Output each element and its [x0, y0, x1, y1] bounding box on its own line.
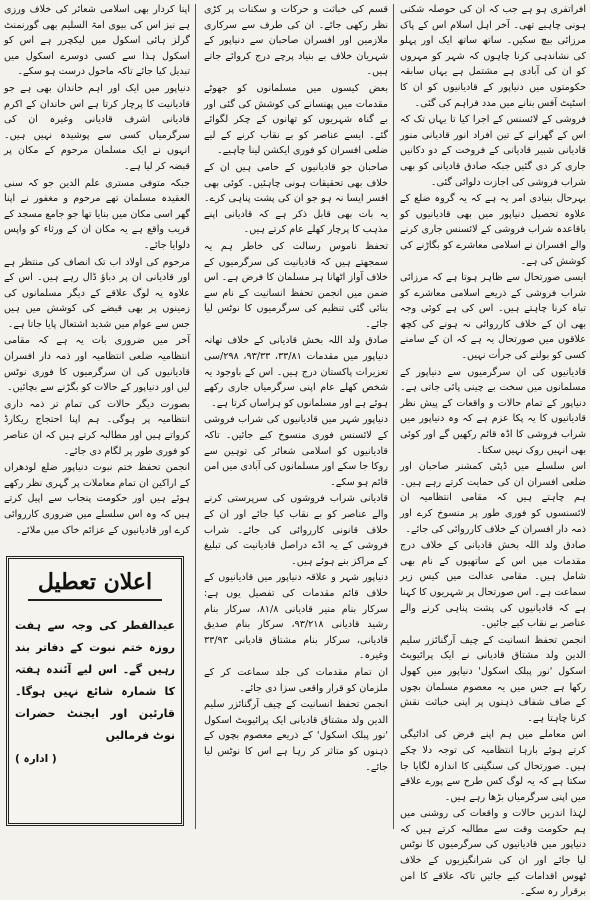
paragraph: انجمن تحفظ انسانیت کے چیف آرگنائزر سلیم الدین ولد مشتاق قادیانی نے ایک پرائیویٹ اسکول 'نور پبلک اسکول' دنیاپور میں کھول رکھا ہے جس میں یہ معصوم مسلمان بچوں کے صاف شفاف ذہنوں پر اپنی خباثت نقش کرنا چاہتا ہے۔: [400, 634, 586, 724]
paragraph: انجمن تحفظ ختم نبوت دنیاپور ضلع لودھراں کے اراکین ان تمام معاملات پر گہری نظر رکھے ہوئے ہیں اور حکومت پنجاب سے اپیل کرتے ہیں کہ وہ اس سلسلے میں ضروری کارروائی کرے اور قادیانیوں کے عزائم خاک میں ملائے۔: [4, 462, 190, 536]
paragraph: آخر میں ضروری بات یہ ہے کہ مقامی انتظامیہ ضلعی انتظامیہ اور ذمہ دار افسران قادیانیوں کی ان سرگرمیوں کا فوری نوٹس لیں اور دنیاپور کے حالات کو بگڑنے سے بچائیں۔: [4, 335, 190, 394]
notice-signature: ( ادارہ ): [15, 753, 57, 765]
notice-body: عیدالفطر کی وجہ سے ہفت روزہ ختم نبوت کے دفاتر بند رہیں گے۔ اس لیے آئندہ ہفتہ کا شمارہ شائع نہیں ہوگا۔ قارئین اور ایجنٹ حضرات نوٹ فرمالیں: [15, 619, 175, 742]
paragraph: تحفظ ناموس رسالت کی خاطر ہم یہ سمجھتے ہیں کہ قادیانیت کی سرگرمیوں کے خلاف آواز اٹھانا ہر مسلمان کا فرض ہے۔ اس ضمن میں انجمن تحفظ انسانیت کے نام سے بنائی گئی تنظیم کی سرگرمیوں کا نوٹس لیا جائے۔: [204, 240, 388, 330]
paragraph: لہٰذا اندریں حالات و واقعات کی روشنی میں ہم حکومت وقت سے مطالبہ کرتے ہیں کہ دنیاپور میں قادیانیوں کی سرگرمیوں کا نوٹس لیا جائے اور ان کی شرانگیزیوں کے خلاف ٹھوس اقدامات کیے جائیں تاکہ علاقے کا امن برقرار رہ سکے۔: [400, 808, 586, 898]
paragraph: اپنا کردار بھی اسلامی شعائر کی خلاف ورزی ہے نیز اس کی بیوی امۃ السلیم بھی گورنمنٹ گرلز ہائی اسکول میں لیکچرر ہے اس کو اسکول ہذا سے کسی دوسرے اسکول میں تبدیل کیا جائے تاکہ ماحول درست ہو سکے۔: [4, 4, 190, 78]
paragraph: قادیانیوں کی ان سرگرمیوں سے دنیاپور کے مسلمانوں میں سخت بے چینی پائی جاتی ہے۔ دنیاپور کے تمام حالات و واقعات کے پیش نظر قادیانیوں کا یہ پکا عزم ہے کہ وہ دنیاپور میں شراب فروشی کا اڈہ قائم رکھیں گے اور کوئی بھی انہیں روک نہیں سکتا۔: [400, 366, 586, 456]
paragraph: قادیانی شراب فروشوں کی سرپرستی کرنے والے عناصر کو بے نقاب کیا جائے اور ان کے خلاف قانونی کارروائی کی جائے۔ شراب فروشی کے یہ اڈے دراصل قادیانیت کی تبلیغ کے مراکز بنے ہوئے ہیں۔: [204, 493, 388, 567]
article-column-left: [4, 2, 190, 550]
paragraph: بعض کیسوں میں مسلمانوں کو جھوٹے مقدمات میں پھنسانے کی کوشش کی گئی اور بے گناہ شہریوں کو تھانوں کے چکر لگوائے گئے۔ ایسے عناصر کو بے نقاب کرنے کے لیے ضلعی افسران کو فوری ایکشن لینا چاہیے۔: [204, 82, 388, 157]
notice-title-wrap: [15, 569, 175, 601]
paragraph: اس سلسلے میں ڈپٹی کمشنر صاحبان اور ضلعی افسران ان کی حمایت کرتے رہے ہیں۔ ہم چاہتے ہیں کہ مقامی انتظامیہ ان لائسنسوں کو فوری طور پر منسوخ کرے اور ذمہ دار افسران کے خلاف کارروائی کی جائے۔: [400, 461, 586, 535]
paragraph: دنیاپور شہر و علاقہ دنیاپور میں قادیانیوں کے خلاف قائم مقدمات کی تفصیل یوں ہے: سرکار بنام منیر قادیانی ۸۱/۸، سرکار بنام رشید قادیانی ۹۳/۲۱۸، سرکار بنام صدیق قادیانی، سرکار بنام مشتاق قادیانی ۳۳/۹۳ وغیرہ۔: [204, 572, 388, 662]
paragraph: بہرحال بنیادی امر یہ ہے کہ یہ گروہ ضلع کے علاوہ تحصیل دنیاپور میں بھی قادیانیوں کو باقاعدہ شراب فروشی کے لائسنس جاری کرنے والے افسران نے اسلامی معاشرے کو بگاڑنے کی کوشش کی ہے۔: [400, 193, 586, 267]
paragraph: انجمن تحفظ انسانیت کے چیف آرگنائزر سلیم الدین ولد مشتاق قادیانی ایک پرائیویٹ اسکول 'نور پبلک اسکول' کے ذریعے معصوم بچوں کے ذہنوں کو متاثر کر رہا ہے اس کا نوٹس لیا جائے۔: [204, 699, 388, 773]
paragraph: ان تمام مقدمات کی جلد سماعت کر کے ملزمان کو قرار واقعی سزا دی جائے۔: [204, 666, 388, 694]
paragraph: فروشی کے لائسنس کے اجرا کیا تا یہاں تک کہ اس کے گھرانے کے تین افراد انور قادیانی منور قادیانی شبیر قادیانی کے فروخت کے دو دکانیں جاری کر دی گئیں جبکہ صادق قادیانی کو بھی شراب فروشی کی اجازت دلوائی گئی۔: [400, 114, 586, 188]
paragraph: اس معاملے میں ہم اپنے فرض کی ادائیگی کرتے ہوئے بارہا انتظامیہ کی توجہ دلا چکے ہیں۔ صورتحال کی سنگینی کا اندازہ لگایا جا سکتا ہے کہ یہ لوگ کس طرح سے پورے علاقے میں اپنی سرگرمیاں بڑھا رہے ہیں۔: [400, 729, 586, 803]
paragraph: قسم کی خباثت و حرکات و سکنات پر کڑی نظر رکھی جائے۔ ان کی طرف سے سرکاری ملازمین اور افسران صاحبان سے دنیاپور کے شہریان خلاف بے بنیاد پرچے درج کروائے جاتے ہیں۔: [204, 4, 388, 78]
paragraph: مرحوم کی اولاد اب تک انصاف کی منتظر ہے اور قادیانی ان پر دباؤ ڈال رہے ہیں۔ اس کے علاوہ یہ لوگ علاقے کے دیگر مسلمانوں کی زمینوں پر بھی قبضے کی کوشش میں ہیں جس سے عوام میں شدید اشتعال پایا جاتا ہے۔: [4, 256, 190, 330]
paragraph: صادق ولد اللہ بخش قادیانی کے خلاف تھانہ دنیاپور میں مقدمات ۳۳/۸۱، ۹۳/۳۳، ۲۹۸/سی تعزیرات پاکستان درج ہیں۔ اس کے باوجود یہ شخص کھلے عام اپنی سرگرمیاں جاری رکھے ہوئے ہے اور مسلمانوں کو ہراساں کرتا ہے۔: [204, 335, 388, 409]
paragraph: صادق ولد اللہ بخش قادیانی کے خلاف درج مقدمات میں اس کے ساتھیوں کے نام بھی شامل ہیں۔ مقامی عدالت میں کیس زیر سماعت ہے۔ اس صورتحال پر شہریوں کا کہنا ہے کہ قادیانیوں کی پشت پناہی کرنے والے عناصر بے نقاب کیے جائیں۔: [400, 540, 586, 630]
column-divider: [195, 4, 196, 829]
holiday-notice-box: [6, 556, 184, 826]
paragraph: دنیاپور شہر میں قادیانیوں کی شراب فروشی کے لائسنس فوری منسوخ کیے جائیں۔ تاکہ قادیانیوں کو اسلامی شعائر کی توہین سے روکا جا سکے اور مسلمانوں کی آبادی میں امن قائم ہو سکے۔: [204, 414, 388, 488]
paragraph: دنیاپور میں ایک اور اہم خاندان بھی ہے جو قادیانیت کا پرچار کرتا ہے اس خاندان کے اکرم قادیانی اشرف قادیانی وغیرہ ان کی سرگرمیاں کسی سے پوشیدہ نہیں ہیں۔ انہوں نے ایک مسلمان مرحوم کے مکان پر قبضہ کر لیا ہے۔: [4, 82, 190, 172]
article-column-right: [400, 2, 586, 898]
notice-title: اعلان تعطیل: [28, 569, 162, 601]
paragraph: افراتفری ہو ہے جب کہ ان کی حوصلہ شکنی ہونی چاہیے تھی۔ آخر اہل اسلام اس کے پاک مرزائی بیچ سکیں۔ ساتھ ساتھ ایک اور پہلو کی نشاندہی کرنا چاہوں کہ شہر کو مہروں کو ان کی آبادی ہے مشتمل ہے یہاں سابقہ حکومتوں میں دنیاپور کے قادیانیوں کو ان کا اسٹیٹ آفس بنانے میں مدد فراہم کی گئی۔: [400, 4, 586, 109]
paragraph: بصورت دیگر حالات کی تمام تر ذمہ داری انتظامیہ پر ہوگی۔ ہم اپنا احتجاج ریکارڈ کرواتے ہیں اور مطالبہ کرتے ہیں کہ ان عناصر کو فوری طور پر لگام دی جائے۔: [4, 398, 190, 457]
paragraph: جبکہ متوفی مستری علم الدین جو کہ سنی العقیدہ مسلمان تھے مرحوم و مغفور نے اپنا گھر اسی مکان میں بنایا تھا جو جامع مسجد کے قریب واقع ہے یہ مکان ان کے ورثاء کو واپس دلوایا جائے۔: [4, 177, 190, 251]
article-column-middle: [204, 2, 388, 831]
paragraph: صاحبان جو قادیانیوں کے حامی ہیں ان کے خلاف بھی تحقیقات ہونی چاہئیں۔ کوئی بھی افسر ایسا نہ ہو جو ان کی پشت پناہی کرے۔ یہ بات بھی قابل ذکر ہے کہ قادیانی اپنے مذہب کا پرچار کھلے عام کرتے ہیں۔: [204, 161, 388, 236]
column-divider: [393, 4, 394, 829]
paragraph: ایسی صورتحال سے ظاہر ہوتا ہے کہ مرزائی شراب فروشی کے ذریعے اسلامی معاشرے کو تباہ کرنا چاہتے ہیں۔ اس کی ہے کوئی وجہ بھی ان کے خلاف کارروائی نہ ہونے کی کچھ علاقوں میں صورتحال یہ ہے کہ ان کے سامنے کسی کو بولنے کی جرأت نہیں۔: [400, 272, 586, 362]
